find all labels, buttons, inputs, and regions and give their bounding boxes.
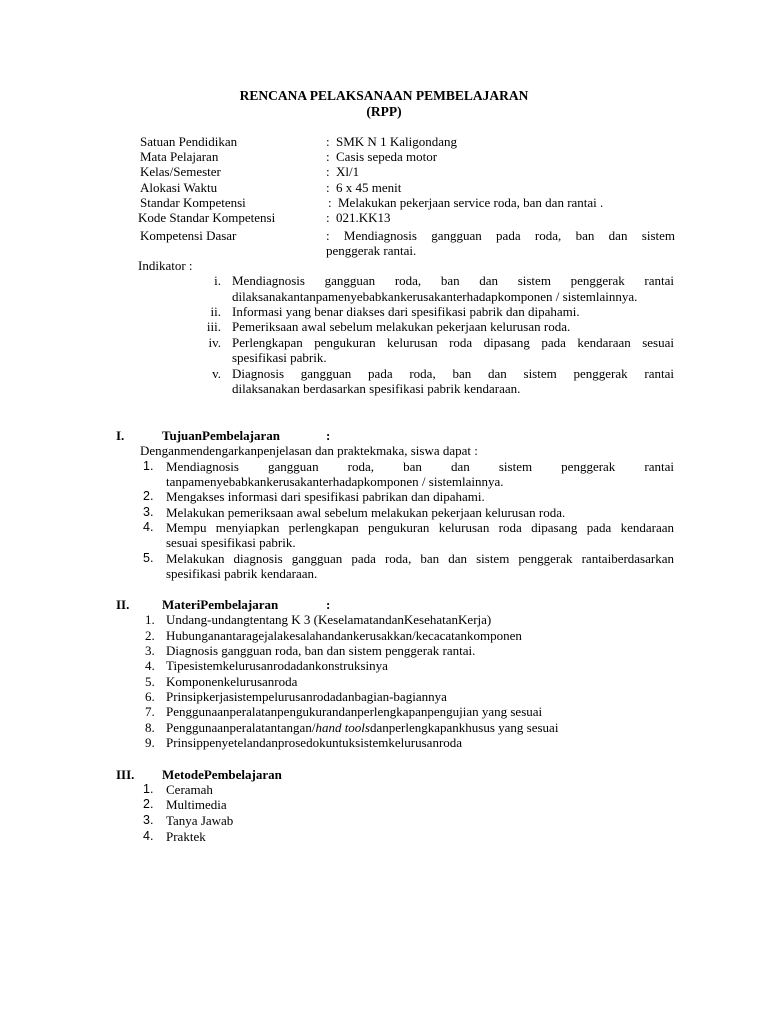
materi-item-text: danperlengkapankhusus yang sesuai [369,720,559,735]
identity-value: 021.KK13 [336,210,391,225]
identity-value: SMK N 1 Kaligondang [336,134,457,149]
identity-row-satuan [140,134,675,149]
identity-colon: : [326,180,330,195]
tujuan-number: 5. [143,551,154,565]
identity-label: Mata Pelajaran [140,149,219,164]
section-heading-colon: : [326,428,331,443]
identity-label: Standar Kompetensi [140,195,246,210]
tujuan-number: 2. [143,489,154,503]
materi-number: 2. [145,628,155,643]
section-heading-colon: : [326,597,331,612]
identity-row-kode [138,210,673,225]
materi-number: 6. [145,689,155,704]
section-heading-metode: MetodePembelajaran [162,767,282,782]
identity-value: Melakukan pekerjaan service roda, ban dan rantai . [338,195,604,210]
document-title: RENCANA PELAKSANAAN PEMBELAJARAN [239,88,529,103]
identity-row-kelas [140,164,675,179]
materi-number: 3. [145,643,155,658]
indikator-item-line: dilaksanakan berdasarkan spesifikasi pabrik kendaraan. [232,381,521,396]
identity-value-kd [326,228,675,259]
indikator-number: i. [214,273,221,288]
tujuan-item-line: tanpamenyebabkankerusakanterhadapkomponen / sistemlainnya. [166,474,504,489]
metode-number: 4. [143,829,154,843]
tujuan-item-line: sesuai spesifikasi pabrik. [166,535,296,550]
identity-colon: : [326,134,330,149]
identity-label: Alokasi Waktu [140,180,218,195]
indikator-item-line: spesifikasi pabrik. [232,350,327,365]
metode-number: 2. [143,797,154,811]
indikator-item-line: Informasi yang benar diakses dari spesifikasi pabrik dan dipahami. [232,304,580,319]
indikator-number: v. [212,366,221,381]
indikator-number: iii. [206,319,221,334]
section-heading-tujuan: TujuanPembelajaran [162,428,280,443]
tujuan-number: 1. [143,459,154,473]
indikator-label: Indikator : [138,258,193,273]
document-subtitle: (RPP) [366,104,402,119]
materi-item: Hubunganantaragejalakesalahandankerusakkan/kecacatankomponen [166,628,522,643]
section-number: II. [116,597,130,612]
kd-value-line2: penggerak rantai. [326,243,417,259]
metode-item: Multimedia [166,797,227,812]
kd-value-line1: : Mendiagnosis gangguan pada roda, ban dan sistem [326,228,675,243]
materi-item: Tipesistemkelurusanrodadankonstruksinya [166,658,388,673]
materi-item: Prinsippenyetelandanprosedokuntuksistemkelurusanroda [166,735,463,750]
indikator-item-line: Pemeriksaan awal sebelum melakukan pekerjaan kelurusan roda. [232,319,571,334]
indikator-item-line: Diagnosis gangguan pada roda, ban dan sistem penggerak rantai [232,366,674,381]
indikator-item-line: Perlengkapan pengukuran kelurusan roda dipasang pada kendaraan sesuai [232,335,674,350]
tujuan-item-line: Mendiagnosis gangguan roda, ban dan sistem penggerak rantai [166,459,674,474]
identity-row-mapel [140,149,675,164]
tujuan-item-line: Mempu menyiapkan perlengkapan pengukuran kelurusan roda dipasang pada kendaraan [166,520,674,535]
materi-item: Diagnosis gangguan roda, ban dan sistem penggerak rantai. [166,643,476,658]
materi-number: 7. [145,704,155,719]
materi-item: Komponenkelurusanroda [166,674,298,689]
metode-number: 3. [143,813,154,827]
section-number: III. [116,767,135,782]
identity-colon: : [326,149,330,164]
tujuan-item-line: spesifikasi pabrik kendaraan. [166,566,318,581]
indikator-item-line: Mendiagnosis gangguan roda, ban dan sistem penggerak rantai [232,273,674,288]
indikator-number: iv. [208,335,221,350]
indikator-number: ii. [210,304,221,319]
metode-item: Ceramah [166,782,213,797]
tujuan-number: 4. [143,520,154,534]
identity-label: Kompetensi Dasar [140,228,237,243]
metode-item: Tanya Jawab [166,813,234,828]
materi-number: 9. [145,735,155,750]
section-number: I. [116,428,125,443]
materi-number: 4. [145,658,155,673]
materi-item-text: Penggunaanperalatantangan/ [166,720,316,735]
tujuan-item-line: Mengakses informasi dari spesifikasi pabrikan dan dipahami. [166,489,485,504]
materi-number: 1. [145,612,155,627]
identity-colon: : [326,164,330,179]
identity-value: Casis sepeda motor [336,149,438,164]
materi-item [166,720,674,735]
metode-number: 1. [143,782,154,796]
tujuan-item-line: Melakukan pemeriksaan awal sebelum melakukan pekerjaan kelurusan roda. [166,505,566,520]
materi-item: Prinsipkerjasistempelurusanrodadanbagian-bagiannya [166,689,447,704]
materi-item: Undang-undangtentang K 3 (KeselamatandanKesehatanKerja) [166,612,492,627]
tujuan-number: 3. [143,505,154,519]
identity-colon: : [326,210,330,225]
identity-value: Xl/1 [336,164,360,179]
materi-item-italic: hand tools [315,720,370,735]
identity-colon: : [328,195,332,210]
materi-number: 8. [145,720,155,735]
identity-row-alokasi [140,180,675,195]
section-heading-materi: MateriPembelajaran [162,597,279,612]
tujuan-item-line: Melakukan diagnosis gangguan pada roda, ban dan sistem penggerak rantaiberdasarkan [166,551,674,566]
tujuan-intro: Denganmendengarkanpenjelasan dan praktekmaka, siswa dapat : [140,443,478,458]
identity-value: 6 x 45 menit [336,180,402,195]
materi-number: 5. [145,674,155,689]
metode-item: Praktek [166,829,206,844]
identity-label: Kode Standar Kompetensi [138,210,276,225]
indikator-item-line: dilaksanakantanpamenyebabkankerusakanterhadapkomponen / sistemlainnya. [232,289,638,304]
materi-item: Penggunaanperalatanpengukurandanperlengkapanpengujian yang sesuai [166,704,543,719]
identity-row-sk [140,195,675,210]
identity-label: Kelas/Semester [140,164,221,179]
identity-label: Satuan Pendidikan [140,134,238,149]
